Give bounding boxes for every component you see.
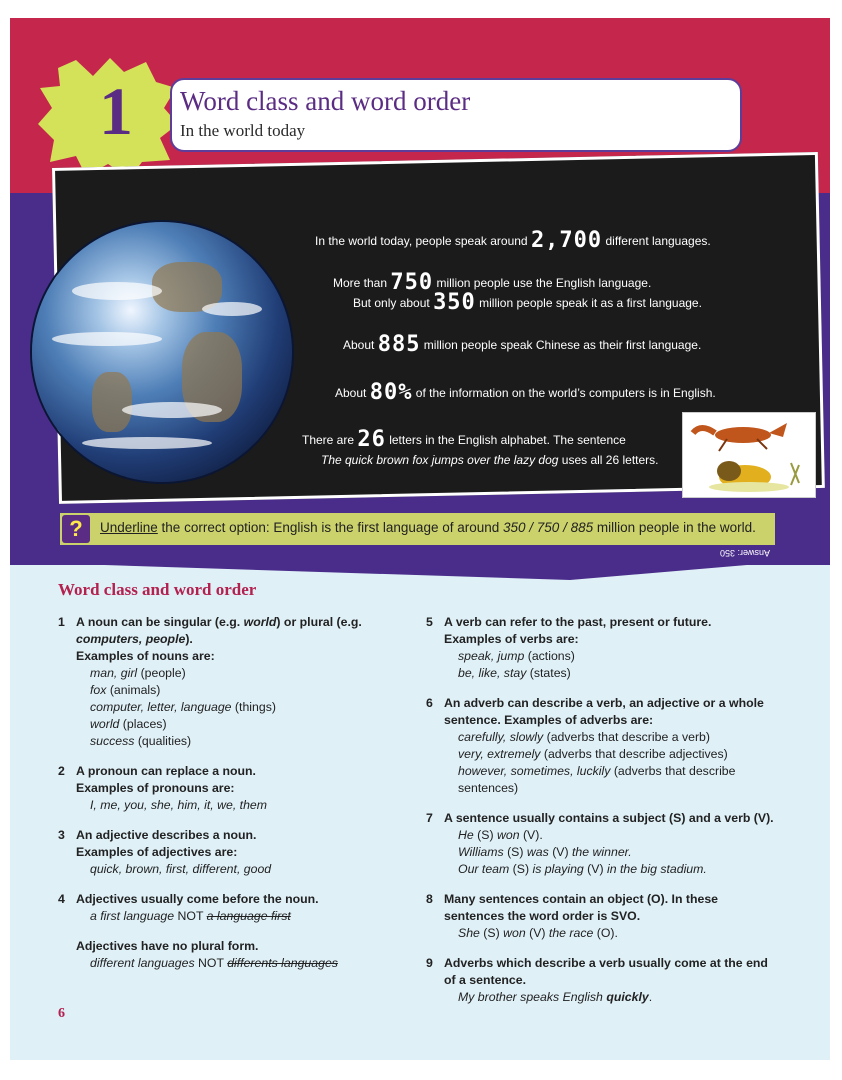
rule-1: 1 A noun can be singular (e.g. world) or plural (e.g. computers, people). Examples of nouns are: man, girl (people) fox (animals) computer, letter, language (things) world (places) success (qualities) bbox=[58, 615, 362, 748]
unit-subtitle: In the world today bbox=[180, 121, 306, 140]
fox-dog-icon bbox=[683, 413, 815, 497]
rule-3: 3 An adjective describes a noun. Examples of adjectives are: quick, brown, first, different, good bbox=[58, 828, 272, 876]
page-number: 6 bbox=[58, 1006, 65, 1021]
unit-title: Word class and word order bbox=[180, 86, 471, 116]
fact-pangram: The quick brown fox jumps over the lazy dog uses all 26 letters. bbox=[321, 453, 659, 467]
unit-number: 1 bbox=[99, 73, 133, 149]
fact-first-language: But only about 350 million people speak it as a first language. bbox=[353, 290, 702, 315]
fact-chinese: About 885 million people speak Chinese as their first language. bbox=[343, 332, 702, 357]
rules-left-column bbox=[58, 614, 398, 972]
rule-4: 4 Adjectives usually come before the noun. a first language NOT a language first Adjectives have no plural form. different languages NOT differents languages bbox=[58, 892, 338, 970]
answer-upside-down: Answer: 350 bbox=[720, 548, 771, 558]
fact-english-users: More than 750 million people use the English language. bbox=[333, 270, 652, 295]
purple-swoosh bbox=[10, 540, 830, 585]
fox-dog-illustration bbox=[682, 412, 816, 498]
rule-7: 7 A sentence usually contains a subject (S) and a verb (V). He (S) won (V). Williams (S) was (V) the winner. Our team (S) is playing (V) in the big stadium. bbox=[426, 811, 774, 876]
earth-image bbox=[32, 222, 292, 482]
rule-5: 5 A verb can refer to the past, present or future. Examples of verbs are: speak, jump (actions) be, like, stay (states) bbox=[426, 615, 712, 680]
question-text: Underline the correct option: English is the first language of around 350 / 750 / 885 million people in the world. bbox=[100, 520, 756, 535]
rule-8: 8 Many sentences contain an object (O). In these sentences the word order is SVO. She (S) won (V) the race (O). bbox=[426, 892, 719, 940]
rule-6: 6 An adverb can describe a verb, an adjective or a whole sentence. Examples of adverbs are: carefully, slowly (adverbs that describe a verb) very, extremely (adverbs that describe adjectives) however, sometimes, luckily (adverbs that describe sentences) bbox=[426, 696, 764, 795]
question-icon: ? bbox=[62, 515, 90, 543]
fact-languages: In the world today, people speak around 2,700 different languages. bbox=[315, 228, 711, 253]
fact-alphabet: There are 26 letters in the English alphabet. The sentence bbox=[302, 427, 626, 452]
rules-right-column bbox=[426, 614, 786, 1006]
fact-computers: About 80% of the information on the world’s computers is in English. bbox=[335, 380, 716, 405]
rule-2: 2 A pronoun can replace a noun. Examples of pronouns are: I, me, you, she, him, it, we, them bbox=[58, 764, 268, 812]
section-heading: Word class and word order bbox=[58, 580, 257, 599]
rule-9: 9 Adverbs which describe a verb usually come at the end of a sentence. My brother speaks English quickly. bbox=[426, 956, 768, 1004]
